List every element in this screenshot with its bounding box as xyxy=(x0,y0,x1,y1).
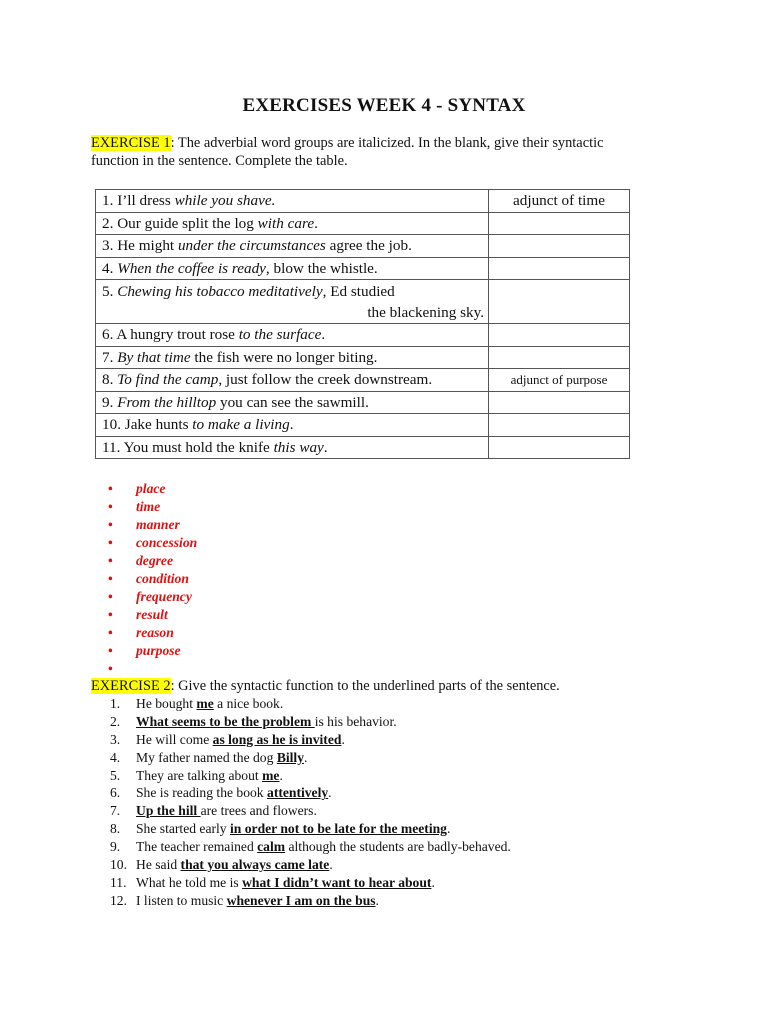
sentence-text: , just follow the creek downstream. xyxy=(218,371,433,389)
answer-cell[interactable] xyxy=(489,235,630,258)
answer-cell[interactable] xyxy=(489,414,630,437)
list-item xyxy=(108,642,197,660)
sentence-text: . xyxy=(321,326,326,344)
list-item xyxy=(108,552,197,570)
answer-cell[interactable]: adjunct of time xyxy=(489,190,630,213)
italic-adverbial: When the coffee is ready xyxy=(117,259,266,277)
table-row xyxy=(96,190,630,213)
exercise-1-instructions xyxy=(91,134,651,170)
answer-cell[interactable]: adjunct of purpose xyxy=(489,369,630,392)
sentence-text: a nice book. xyxy=(213,696,284,711)
list-item xyxy=(108,588,197,606)
option-label: frequency xyxy=(136,589,192,604)
list-item xyxy=(108,516,197,534)
answer-cell[interactable] xyxy=(489,257,630,280)
bullet-icon: • xyxy=(108,643,113,658)
list-item xyxy=(108,570,197,588)
exercise-2-instructions xyxy=(91,677,560,695)
list-item xyxy=(112,784,511,802)
italic-adverbial: while you shave. xyxy=(174,192,276,210)
underlined-part: what I didn’t want to hear about xyxy=(242,874,432,890)
bullet-icon: • xyxy=(108,553,113,568)
sentence-text: , Ed studied xyxy=(322,282,395,300)
item-number: 6. xyxy=(110,785,121,801)
italic-adverbial: under the circumstances xyxy=(177,237,326,255)
item-number: 9. xyxy=(110,839,121,855)
list-item xyxy=(112,713,511,731)
table-row xyxy=(96,346,630,369)
italic-adverbial: By that time xyxy=(117,348,191,366)
italic-adverbial: to make a living xyxy=(192,416,290,434)
sentence-cell xyxy=(96,436,489,459)
list-item xyxy=(112,695,511,713)
sentence-text: . xyxy=(341,731,345,747)
sentence-text: My father named the dog xyxy=(136,749,277,765)
option-label: purpose xyxy=(136,643,181,658)
sentence-text: 4. xyxy=(102,259,118,277)
answer-cell[interactable] xyxy=(489,212,630,235)
underlined-part: Billy xyxy=(276,749,305,765)
list-item xyxy=(108,480,197,498)
exercise-2-list xyxy=(112,695,511,910)
bullet-icon: • xyxy=(108,625,113,640)
sentence-cell xyxy=(96,391,489,414)
option-label: manner xyxy=(136,517,180,532)
sentence-text: What he told me is xyxy=(136,874,243,890)
sentence-cell xyxy=(96,324,489,347)
list-item xyxy=(112,731,511,749)
table-row xyxy=(96,436,630,459)
sentence-text: 3. He might xyxy=(102,237,178,255)
italic-adverbial: Chewing his tobacco meditatively xyxy=(117,282,323,300)
underlined-part: attentively xyxy=(267,785,329,801)
sentence-cell xyxy=(96,369,489,392)
sentence-text: the fish were no longer biting. xyxy=(190,348,378,366)
option-label: condition xyxy=(136,571,189,586)
sentence-text: . xyxy=(329,857,333,873)
underlined-part: What seems to be the problem xyxy=(136,713,315,729)
list-item xyxy=(112,749,511,767)
sentence-text: I listen to music xyxy=(136,892,227,908)
sentence-text: . xyxy=(328,785,332,801)
table-row xyxy=(96,257,630,280)
sentence-text: . xyxy=(446,821,451,837)
underlined-part: calm xyxy=(257,839,286,855)
list-item xyxy=(108,606,197,624)
table-row xyxy=(96,324,630,347)
sentence-text: 9. xyxy=(102,393,118,411)
italic-adverbial: to the surface xyxy=(238,326,322,344)
exercise-1-label: EXERCISE 1 xyxy=(91,135,171,151)
sentence-text: The teacher remained xyxy=(136,839,258,855)
table-row xyxy=(96,391,630,414)
list-item xyxy=(112,820,511,838)
sentence-cell xyxy=(96,190,489,213)
item-number: 7. xyxy=(110,803,121,819)
sentence-text: 8. xyxy=(102,371,118,389)
sentence-text: 11. You must hold the knife xyxy=(102,438,274,456)
sentence-text: 5. xyxy=(102,282,118,300)
list-item xyxy=(112,838,511,856)
bullet-icon: • xyxy=(108,517,113,532)
underlined-part: Up the hill xyxy=(136,803,201,819)
list-item xyxy=(108,624,197,642)
list-item xyxy=(112,767,511,785)
option-label: place xyxy=(136,481,166,496)
list-item xyxy=(112,802,511,820)
function-options-list xyxy=(108,480,197,678)
italic-adverbial: To find the camp xyxy=(117,371,219,389)
sentence-text: She started early xyxy=(136,821,230,837)
bullet-icon: • xyxy=(108,661,113,676)
italic-adverbial: with care xyxy=(257,214,315,232)
bullet-icon: • xyxy=(108,481,113,496)
table-row xyxy=(96,414,630,437)
sentence-text-continued: the blackening sky. xyxy=(367,303,484,321)
option-label: degree xyxy=(136,553,173,568)
sentence-text: They are talking about xyxy=(136,767,263,783)
item-number: 5. xyxy=(110,767,121,783)
sentence-cell xyxy=(96,212,489,235)
bullet-icon: • xyxy=(108,607,113,622)
answer-cell[interactable] xyxy=(489,391,630,414)
sentence-text: agree the job. xyxy=(325,237,412,255)
sentence-text: you can see the sawmill. xyxy=(216,393,369,411)
list-item xyxy=(108,498,197,516)
sentence-text: . xyxy=(304,749,308,765)
sentence-text: . xyxy=(314,214,318,232)
underlined-part: as long as he is invited xyxy=(212,731,342,747)
sentence-text: , blow the whistle. xyxy=(265,259,378,277)
sentence-text: 10. Jake hunts xyxy=(102,416,193,434)
underlined-part: whenever I am on the bus xyxy=(226,892,376,908)
exercise-2-label: EXERCISE 2 xyxy=(91,678,171,694)
item-number: 3. xyxy=(110,731,121,747)
sentence-text: . xyxy=(431,874,435,890)
option-label: result xyxy=(136,607,168,622)
item-number: 10. xyxy=(110,857,127,873)
sentence-cell xyxy=(96,235,489,258)
sentence-text: 6. A hungry trout rose xyxy=(102,326,239,344)
sentence-text: He will come xyxy=(136,731,213,747)
list-item xyxy=(112,892,511,910)
item-number: 11. xyxy=(110,874,127,890)
sentence-text: . xyxy=(375,892,379,908)
sentence-cell xyxy=(96,346,489,369)
sentence-text: 1. I’ll dress xyxy=(102,192,175,210)
sentence-text: . xyxy=(323,438,328,456)
sentence-text: . xyxy=(279,767,283,783)
option-label: reason xyxy=(136,625,174,640)
underlined-part: that you always came late xyxy=(180,857,330,873)
sentence-text: He said xyxy=(136,857,181,873)
sentence-text: . xyxy=(289,416,294,434)
italic-adverbial: From the hilltop xyxy=(117,393,217,411)
bullet-icon: • xyxy=(108,571,113,586)
option-label: time xyxy=(136,499,161,514)
item-number: 4. xyxy=(110,749,121,765)
sentence-text: He bought xyxy=(136,696,197,711)
underlined-part: in order not to be late for the meeting xyxy=(230,821,447,837)
table-row xyxy=(96,369,630,392)
sentence-cell xyxy=(96,257,489,280)
table-row xyxy=(96,235,630,258)
answer-cell[interactable] xyxy=(489,436,630,459)
page-title: EXERCISES WEEK 4 - SYNTAX xyxy=(242,95,526,116)
sentence-text: 7. xyxy=(102,348,118,366)
answer-cell[interactable] xyxy=(489,280,630,324)
table-row xyxy=(96,212,630,235)
exercise-1-table xyxy=(95,189,630,459)
option-label: concession xyxy=(136,535,198,550)
sentence-cell xyxy=(96,280,489,324)
sentence-text: although the students are badly-behaved. xyxy=(285,839,511,855)
item-number: 2. xyxy=(110,713,121,729)
sentence-text: is his behavior. xyxy=(314,713,397,729)
underlined-part: me xyxy=(262,767,280,783)
answer-cell[interactable] xyxy=(489,346,630,369)
sentence-text: 2. Our guide split the log xyxy=(102,214,258,232)
bullet-icon: • xyxy=(108,589,113,604)
sentence-text: She is reading the book xyxy=(136,785,268,801)
sentence-text: are trees and flowers. xyxy=(200,803,317,819)
item-number: 8. xyxy=(110,821,121,837)
item-number: 12. xyxy=(110,892,127,908)
list-item xyxy=(108,660,197,678)
exercise-1-instruction-text: : The adverbial word groups are italicized. In the blank, give their syntactic function in the sentence. Complete the table. xyxy=(91,135,604,169)
exercise-2-instruction-text: : Give the syntactic function to the underlined parts of the sentence. xyxy=(170,678,560,694)
answer-cell[interactable] xyxy=(489,324,630,347)
bullet-icon: • xyxy=(108,535,113,550)
bullet-icon: • xyxy=(108,499,113,514)
list-item xyxy=(112,874,511,892)
table-row xyxy=(96,280,630,324)
list-item xyxy=(112,856,511,874)
underlined-part: me xyxy=(196,696,214,711)
list-item xyxy=(108,534,197,552)
sentence-cell xyxy=(96,414,489,437)
italic-adverbial: this way xyxy=(273,438,324,456)
item-number: 1. xyxy=(110,696,121,711)
